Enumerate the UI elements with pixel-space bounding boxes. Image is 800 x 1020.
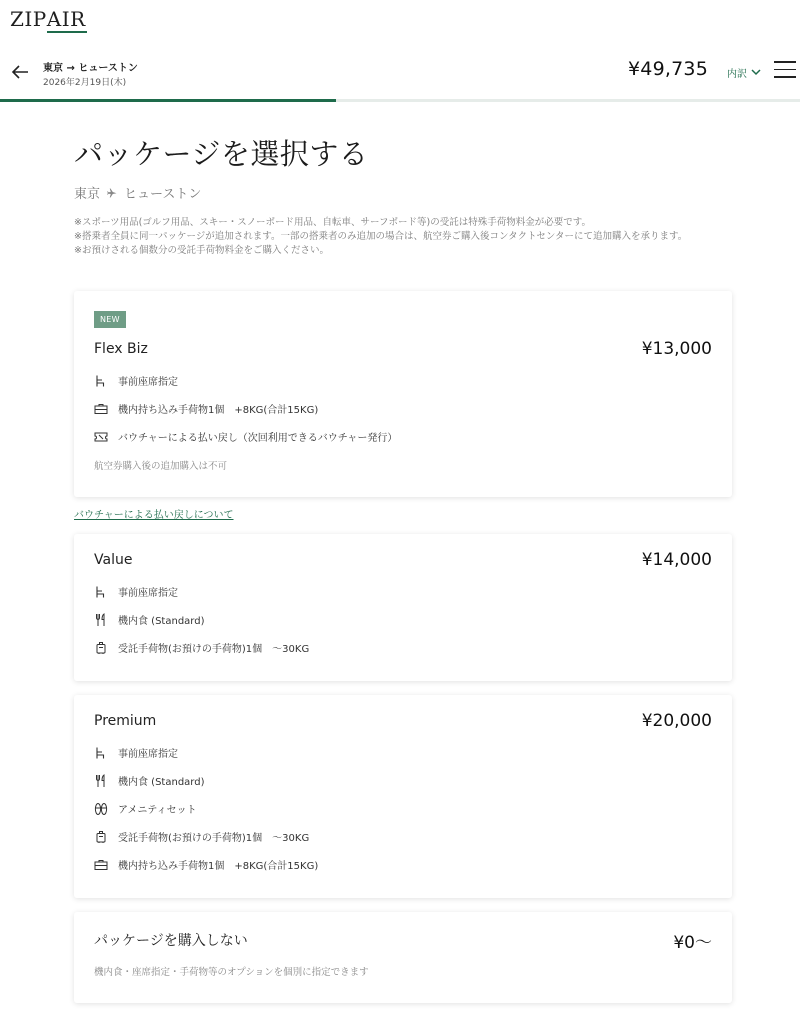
feature-text: バウチャーによる払い戻し（次回利用できるバウチャー発行）	[118, 433, 398, 444]
feature-item	[94, 773, 204, 788]
package-name: パッケージを購入しない	[94, 933, 248, 949]
seat-icon	[94, 746, 108, 760]
package-price: ¥13,000	[641, 339, 712, 359]
feature-item	[94, 829, 309, 844]
notes	[74, 216, 687, 258]
breakdown-button[interactable]	[727, 65, 761, 80]
feature-text: 受託手荷物(お預けの手荷物)1個 ～30KG	[118, 644, 310, 655]
progress-fill	[0, 99, 336, 102]
back-button[interactable]	[10, 62, 30, 82]
note-line: ※スポーツ用品(ゴルフ用品、スキー・スノーボード用品、自転車、サーフボード等)の受託は特殊手荷物料金が必要です。	[74, 217, 591, 228]
feature-item	[94, 612, 204, 627]
voucher-refund-link[interactable]: バウチャーによる払い戻しについて	[74, 510, 234, 521]
route-subtitle	[74, 183, 201, 202]
meal-icon	[94, 774, 108, 788]
package-name: Premium	[94, 713, 157, 729]
feature-item	[94, 373, 178, 388]
suitcase-icon	[94, 641, 108, 655]
header-date: 2026年2月19日(木)	[43, 78, 127, 88]
package-card-premium[interactable]	[74, 695, 732, 898]
feature-item	[94, 401, 318, 416]
menu-line	[774, 76, 796, 78]
header-route: 東京 → ヒューストン	[43, 63, 138, 74]
feature-item	[94, 584, 178, 599]
package-price: ¥14,000	[641, 550, 712, 570]
total-price: ¥49,735	[628, 58, 708, 80]
carry-on-bag-icon	[94, 858, 108, 872]
package-caption: 航空券購入後の追加購入は不可	[94, 461, 228, 472]
package-card-flex-biz[interactable]	[74, 291, 732, 497]
package-card-none[interactable]	[74, 912, 732, 1003]
menu-line	[774, 69, 796, 71]
voucher-icon	[94, 430, 108, 444]
feature-text: 機内持ち込み手荷物1個 +8KG(合計15KG)	[118, 405, 319, 416]
new-badge: NEW	[94, 311, 126, 328]
package-caption: 機内食・座席指定・手荷物等のオプションを個別に指定できます	[94, 967, 369, 978]
suitcase-icon	[94, 830, 108, 844]
booking-progress-bar	[0, 99, 800, 102]
package-price: ¥0～	[673, 933, 712, 953]
carry-on-bag-icon	[94, 402, 108, 416]
meal-icon	[94, 613, 108, 627]
logo-text-zip: ZIP	[10, 7, 47, 31]
package-name: Value	[94, 552, 133, 568]
feature-text: 機内食 (Standard)	[118, 777, 205, 788]
feature-text: 事前座席指定	[118, 588, 178, 599]
logo-text-air: AIR	[46, 7, 86, 31]
booking-header	[0, 50, 800, 100]
feature-text: 事前座席指定	[118, 749, 178, 760]
package-price: ¥20,000	[641, 711, 712, 731]
arrow-left-icon	[10, 62, 30, 82]
menu-line	[774, 61, 796, 63]
note-line: ※搭乗者全員に同一パッケージが追加されます。一部の搭乗者のみ追加の場合は、航空券ご購入後コンタクトセンターにて追加購入を承ります。	[74, 231, 688, 242]
note-line: ※お預けされる個数分の受託手荷物料金をご購入ください。	[74, 245, 329, 256]
page-title: パッケージを選択する	[74, 137, 369, 171]
feature-item	[94, 429, 397, 444]
package-name: Flex Biz	[94, 341, 148, 357]
seat-icon	[94, 374, 108, 388]
feature-text: 機内持ち込み手荷物1個 +8KG(合計15KG)	[118, 861, 319, 872]
seat-icon	[94, 585, 108, 599]
feature-text: 機内食 (Standard)	[118, 616, 205, 627]
feature-text: アメニティセット	[118, 805, 197, 816]
chevron-down-icon	[751, 69, 761, 76]
feature-item	[94, 801, 197, 816]
zipair-logo[interactable]	[10, 7, 86, 31]
route-origin: 東京	[74, 187, 101, 202]
breakdown-label: 内訳	[727, 69, 747, 80]
feature-text: 事前座席指定	[118, 377, 178, 388]
route-destination: ヒューストン	[124, 187, 202, 202]
airplane-icon	[106, 187, 118, 199]
feature-text: 受託手荷物(お預けの手荷物)1個 ～30KG	[118, 833, 310, 844]
slippers-icon	[94, 802, 108, 816]
feature-item	[94, 640, 309, 655]
hamburger-menu-button[interactable]	[774, 61, 796, 79]
feature-item	[94, 745, 178, 760]
package-card-value[interactable]	[74, 534, 732, 681]
feature-item	[94, 857, 318, 872]
